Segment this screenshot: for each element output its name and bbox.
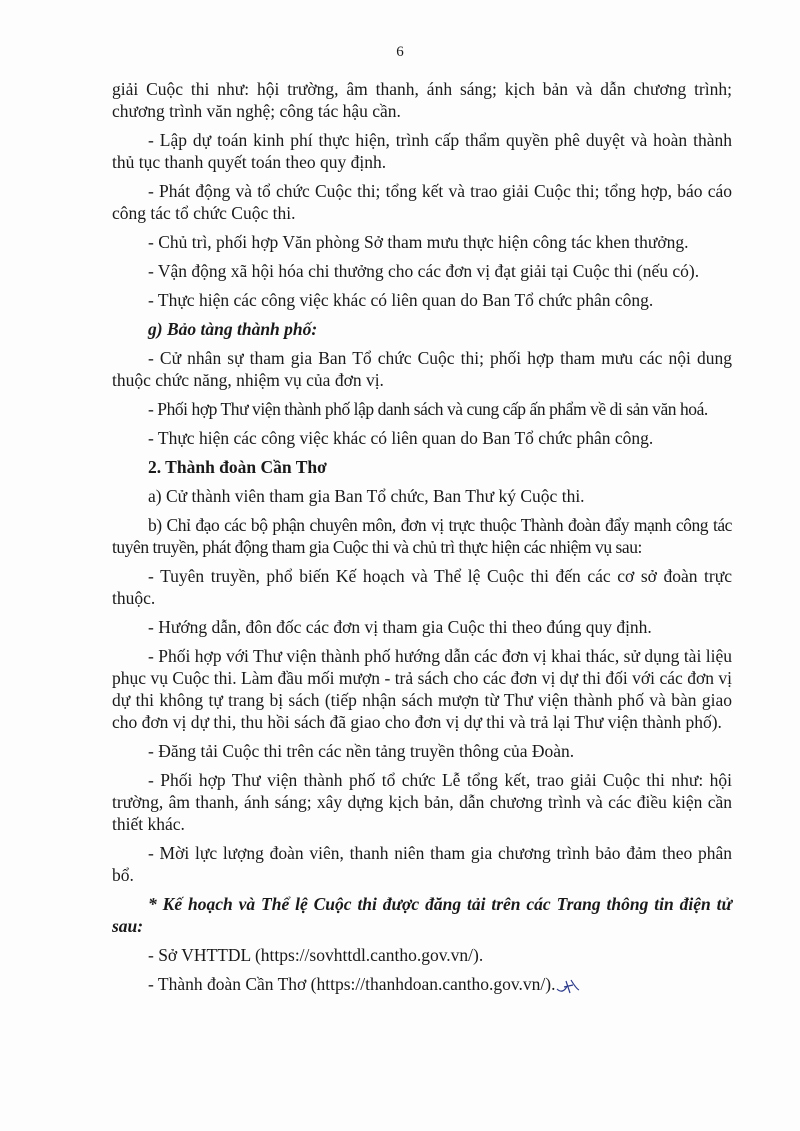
paragraph: - Cử nhân sự tham gia Ban Tổ chức Cuộc thi; phối hợp tham mưu các nội dung thuộc chức năng, nhiệm vụ của đơn vị. (112, 348, 732, 390)
paragraph: - Chủ trì, phối hợp Văn phòng Sở tham mưu thực hiện công tác khen thưởng. (148, 232, 689, 252)
website-item-last (112, 973, 732, 995)
paragraph: - Vận động xã hội hóa chi thưởng cho các đơn vị đạt giải tại Cuộc thi (nếu có). (148, 261, 700, 281)
document-body (112, 78, 732, 1002)
paragraph: giải Cuộc thi như: hội trường, âm thanh, ánh sáng; kịch bản và dẫn chương trình; chương trình văn nghệ; công tác hậu cần. (112, 79, 732, 121)
paragraph: b) Chỉ đạo các bộ phận chuyên môn, đơn vị trực thuộc Thành đoàn đẩy mạnh công tác tuyên truyền, phát động tham gia Cuộc thi và chủ trì thực hiện các nhiệm vụ sau: (112, 515, 732, 557)
paragraph: - Phát động và tổ chức Cuộc thi; tổng kết và trao giải Cuộc thi; tổng hợp, báo cáo công tác tổ chức Cuộc thi. (112, 181, 732, 223)
websites-note-heading: * Kế hoạch và Thể lệ Cuộc thi được đăng tải trên các Trang thông tin điện tử sau: (112, 894, 732, 936)
section-heading-museum: g) Bảo tàng thành phố: (148, 319, 318, 339)
initial-signature-mark (555, 977, 581, 995)
paragraph: - Lập dự toán kinh phí thực hiện, trình cấp thẩm quyền phê duyệt và hoàn thành thủ tục thanh quyết toán theo quy định. (112, 130, 732, 172)
paragraph: - Thực hiện các công việc khác có liên quan do Ban Tổ chức phân công. (148, 290, 654, 310)
page-number: 6 (396, 44, 404, 60)
paragraph: - Phối hợp với Thư viện thành phố hướng dẫn các đơn vị khai thác, sử dụng tài liệu phục vụ Cuộc thi. Làm đầu mối mượn - trả sách cho các đơn vị dự thi đối với các đơn vị dự thi không tự trang bị sách (tiếp nhận sách mượn từ Thư viện thành phố và bàn giao cho đơn vị dự thi, thu hồi sách đã giao cho đơn vị dự thi và trả lại Thư viện thành phố). (112, 646, 732, 732)
paragraph: - Hướng dẫn, đôn đốc các đơn vị tham gia Cuộc thi theo đúng quy định. (148, 617, 652, 637)
paragraph: a) Cử thành viên tham gia Ban Tổ chức, Ban Thư ký Cuộc thi. (148, 486, 585, 506)
paragraph: - Phối hợp Thư viện thành phố lập danh sách và cung cấp ấn phẩm về di sản văn hoá. (148, 399, 708, 419)
paragraph: - Tuyên truyền, phổ biến Kế hoạch và Thể lệ Cuộc thi đến các cơ sở đoàn trực thuộc. (112, 566, 732, 608)
website-item: - Sở VHTTDL (https://sovhttdl.cantho.gov.vn/). (148, 945, 484, 965)
paragraph: - Phối hợp Thư viện thành phố tổ chức Lễ tổng kết, trao giải Cuộc thi như: hội trường, âm thanh, ánh sáng; xây dựng kịch bản, dẫn chương trình và các điều kiện cần thiết khác. (112, 770, 732, 834)
section-heading-youth-union: 2. Thành đoàn Cần Thơ (148, 457, 327, 477)
paragraph: - Đăng tải Cuộc thi trên các nền tảng truyền thông của Đoàn. (148, 741, 575, 761)
paragraph: - Mời lực lượng đoàn viên, thanh niên tham gia chương trình bảo đảm theo phân bổ. (112, 843, 732, 885)
paragraph: - Thực hiện các công việc khác có liên quan do Ban Tổ chức phân công. (148, 428, 654, 448)
website-item-text: - Thành đoàn Cần Thơ (https://thanhdoan.cantho.gov.vn/). (148, 974, 556, 994)
